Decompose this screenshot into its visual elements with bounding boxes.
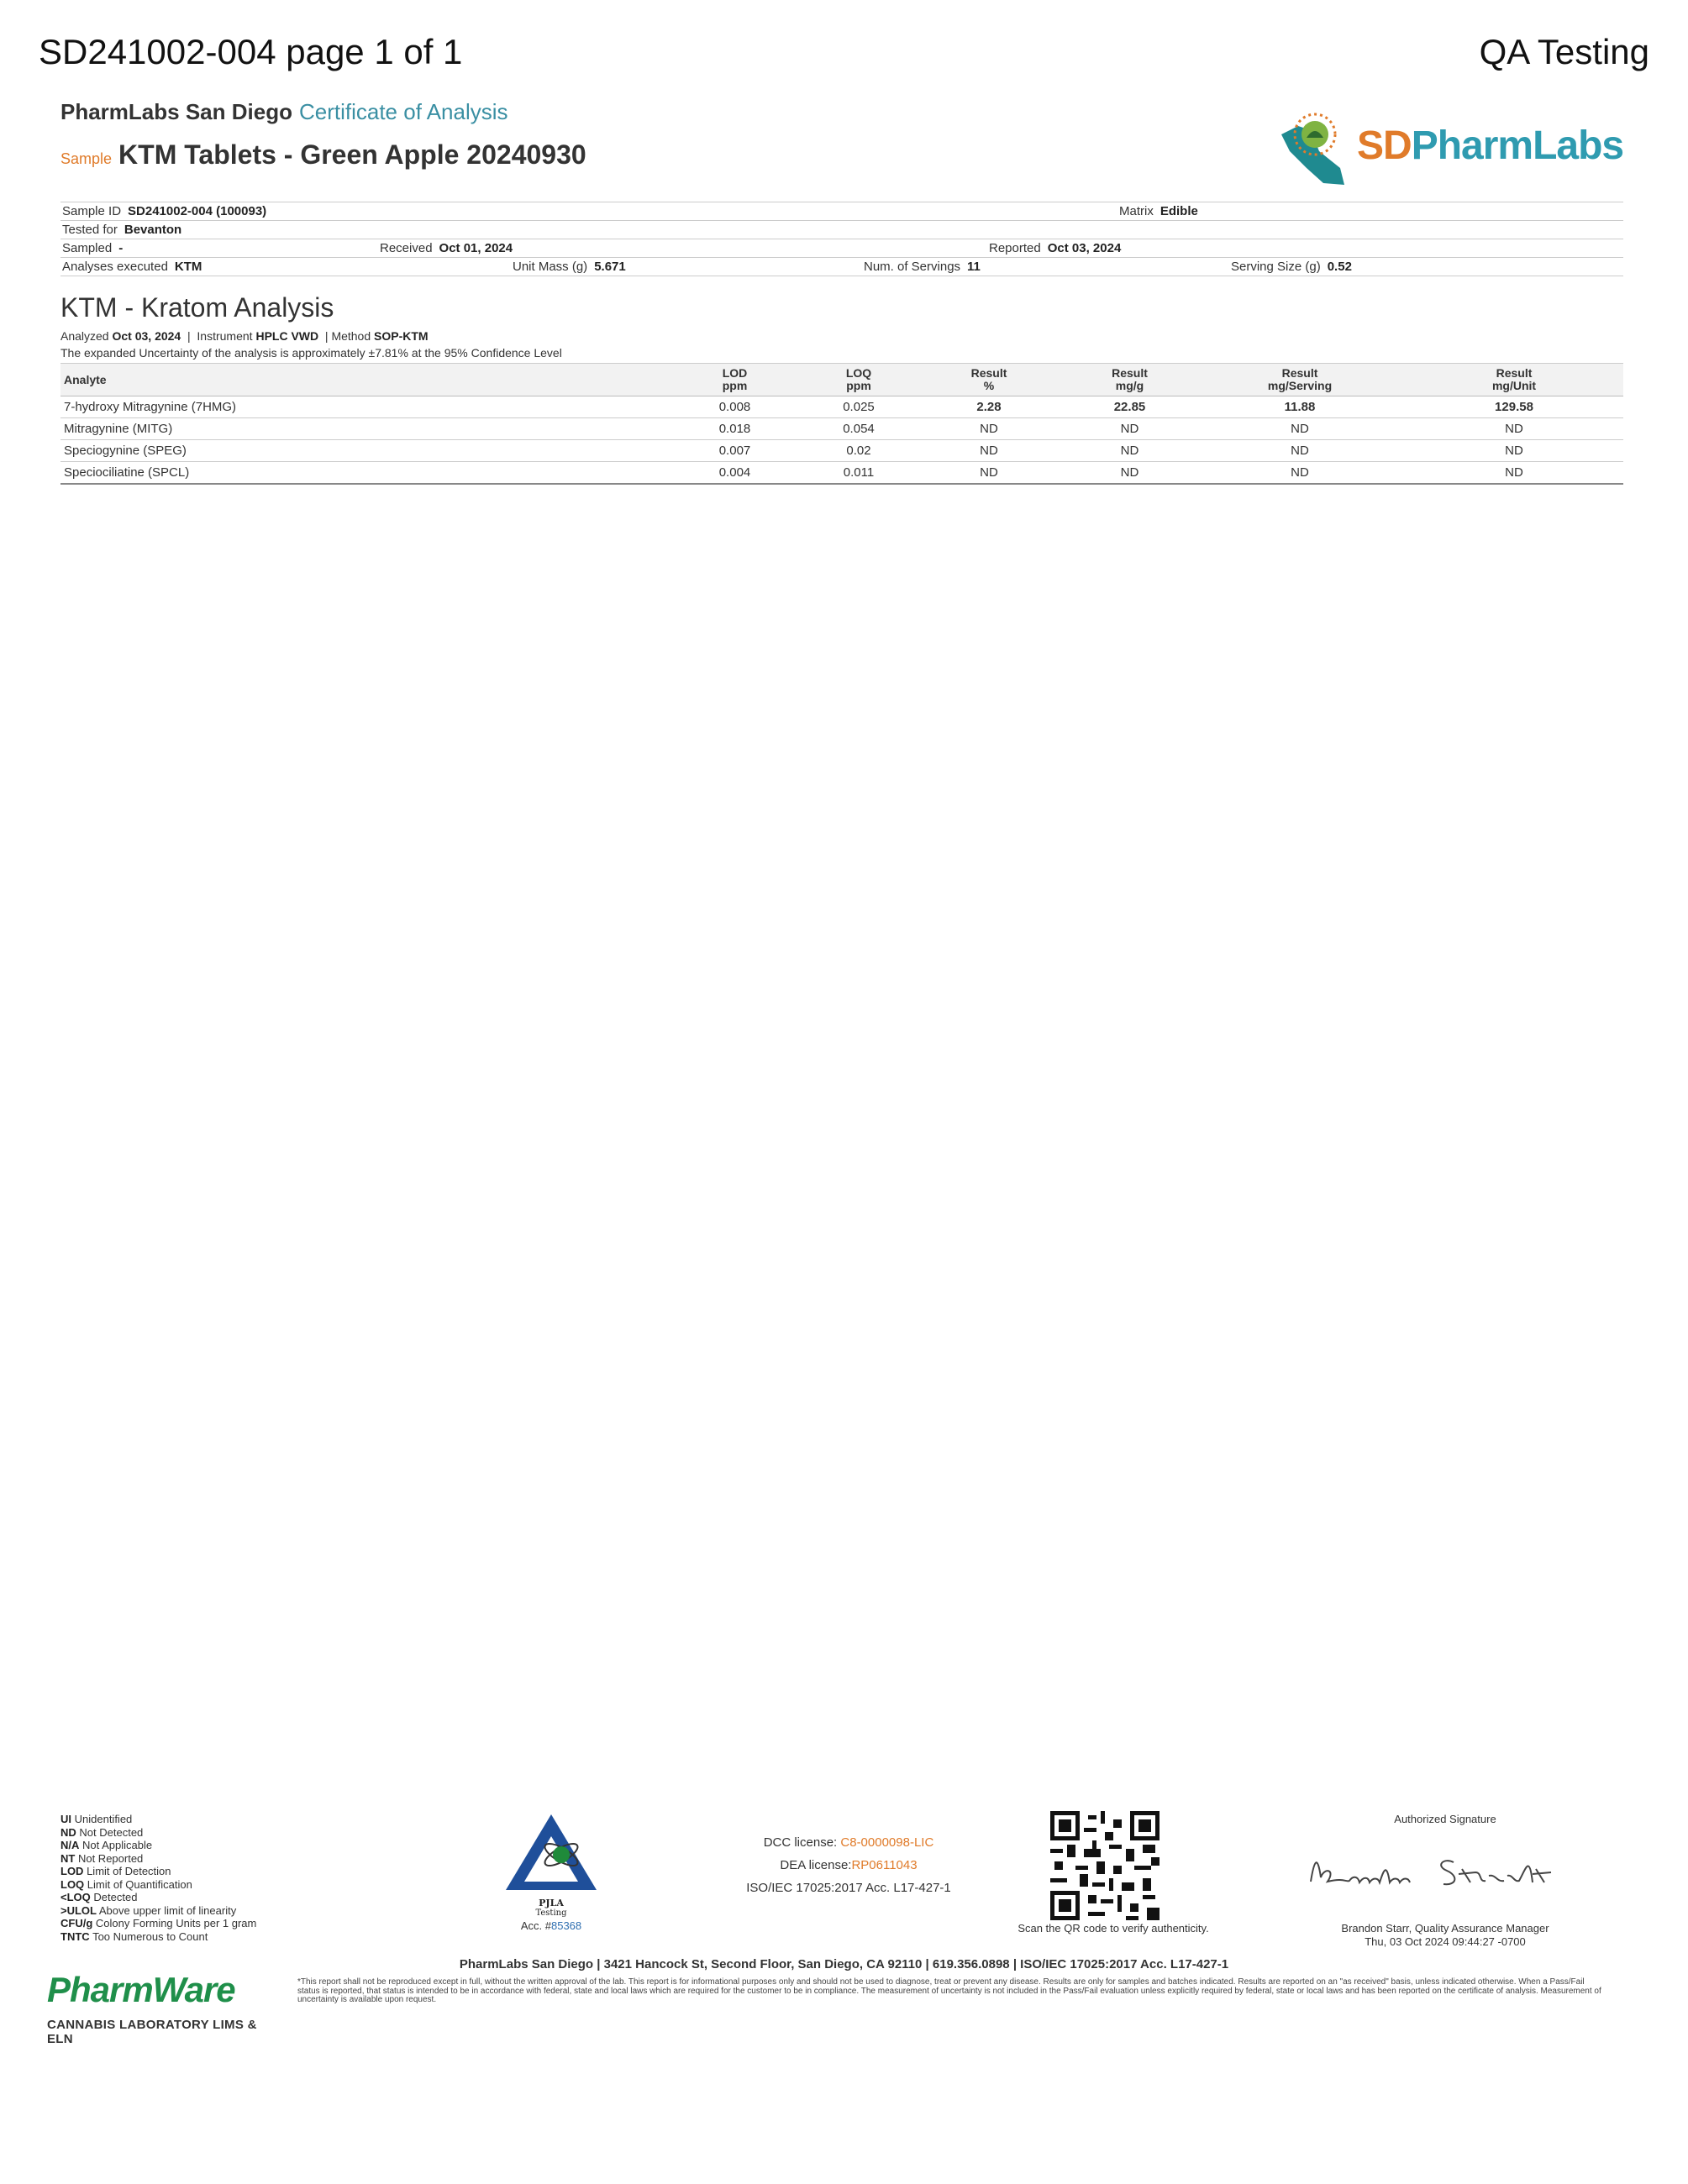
result-mgserving: ND [1195, 440, 1405, 462]
loq-value: 0.02 [804, 440, 913, 462]
result-mgserving: ND [1195, 462, 1405, 485]
col-lod: LOD ppm [665, 364, 804, 396]
dcc-license: DCC license: C8-0000098-LIC [763, 1835, 934, 1850]
legend-item: CFU/g Colony Forming Units per 1 gram [60, 1917, 257, 1929]
dea-license: DEA license:RP0611043 [780, 1858, 918, 1872]
col-loq: LOQ ppm [804, 364, 913, 396]
lod-value: 0.007 [665, 440, 804, 462]
result-pct: ND [913, 418, 1065, 440]
method-label: Method [331, 329, 371, 343]
loq-value: 0.054 [804, 418, 913, 440]
licenses [706, 1831, 991, 1899]
table-header-row [60, 364, 1623, 396]
sample-tag: Sample [60, 150, 113, 167]
section-title: KTM - Kratom Analysis [60, 292, 334, 323]
analyte-name: Speciociliatine (SPCL) [60, 462, 665, 485]
footer-disclaimer: *This report shall not be reproduced except in full, without the written approval of the lab. This report is for informational purposes only and should not be used to diagnose, treat or prevent any disease. Results are only for samples and batches indicated. Results are reported on an "as received" basis, unless indicated otherwise. When a Pass/Fail status is reported, that status is intended to be in accordance with federal, state and local laws which are required for the customer to be in compliance. The measurement of uncertainty is not included in the Pass/Fail evaluation unless explicitly required by federal, state or local laws and has been reported on the certificate of analysis. Measurement of uncertainty is available upon request. [297, 1977, 1601, 2004]
pjla-triangle-icon [501, 1811, 602, 1893]
analyzed-date: Oct 03, 2024 [112, 329, 181, 343]
legend-item: LOD Limit of Detection [60, 1865, 171, 1877]
qr-code-icon[interactable] [1050, 1811, 1160, 1920]
pharmware-tagline: CANNABIS LABORATORY LIMS & ELN [47, 2018, 257, 2046]
uncertainty-suffix: at the 95% Confidence Level [411, 346, 562, 360]
legend-item: >ULOL Above upper limit of linearity [60, 1903, 237, 1917]
uncertainty-note [60, 346, 562, 360]
result-mgserving: 11.88 [1195, 396, 1405, 418]
result-mgunit: ND [1405, 440, 1623, 462]
table-row [60, 418, 1623, 440]
loq-value: 0.011 [804, 462, 913, 485]
signature-timestamp: Thu, 03 Oct 2024 09:44:27 -0700 [1365, 1935, 1526, 1948]
table-row [60, 440, 1623, 462]
instrument: HPLC VWD [255, 329, 319, 343]
handwritten-signature [1302, 1844, 1588, 1903]
result-mgg: ND [1065, 440, 1195, 462]
legend-item: NT Not Reported [60, 1851, 144, 1865]
legend-item: <LOQ Detected [60, 1891, 138, 1903]
analyte-name: Speciogynine (SPEG) [60, 440, 665, 462]
tested-for: Tested for Bevanton [62, 223, 182, 237]
pjla-sub: Testing [535, 1908, 567, 1918]
table-row [60, 462, 1623, 485]
matrix: Matrix Edible [1119, 204, 1198, 218]
result-mgg: ND [1065, 418, 1195, 440]
analyte-name: 7-hydroxy Mitragynine (7HMG) [60, 396, 665, 418]
info-row-sample-id [60, 202, 1623, 220]
received: Received Oct 01, 2024 [380, 241, 513, 255]
legend-item: LOQ Limit of Quantification [60, 1877, 192, 1891]
logo-sd: SD [1357, 123, 1412, 168]
col-analyte: Analyte [60, 364, 665, 396]
analyses-executed: Analyses executed KTM [62, 260, 202, 274]
pharmware-name: PharmWare [47, 1970, 235, 2009]
logo-pharmlabs: PharmLabs [1411, 123, 1624, 168]
lab-name: PharmLabs San Diego [60, 99, 292, 124]
signer-info [1302, 1922, 1588, 1949]
pjla-acc-number: Acc. #85368 [520, 1919, 582, 1932]
reported: Reported Oct 03, 2024 [989, 241, 1122, 255]
coa-title: Certificate of Analysis [298, 99, 508, 124]
result-mgg: 22.85 [1065, 396, 1195, 418]
sample-name: KTM Tablets - Green Apple 20240930 [118, 139, 586, 170]
results-table [60, 363, 1623, 485]
result-mgserving: ND [1195, 418, 1405, 440]
info-row-dates [60, 239, 1623, 257]
col-result-mgunit: Result mg/Unit [1405, 364, 1623, 396]
col-result-mgserving: Result mg/Serving [1195, 364, 1405, 396]
result-mgg: ND [1065, 462, 1195, 485]
analyte-name: Mitragynine (MITG) [60, 418, 665, 440]
table-row [60, 396, 1623, 418]
logo-wordmark [1357, 123, 1623, 169]
lod-value: 0.018 [665, 418, 804, 440]
analysis-meta: Analyzed Oct 03, 2024 | Instrument HPLC VWD | Method SOP-KTM [60, 329, 429, 343]
col-result-pct: Result % [913, 364, 1065, 396]
loq-value: 0.025 [804, 396, 913, 418]
abbreviation-legend [60, 1813, 256, 1943]
pjla-accreditation [501, 1811, 602, 1932]
legend-item: TNTC Too Numerous to Count [60, 1929, 208, 1943]
result-mgunit: 129.58 [1405, 396, 1623, 418]
lod-value: 0.008 [665, 396, 804, 418]
instrument-label: Instrument [197, 329, 253, 343]
legend-item: N/A Not Applicable [60, 1839, 153, 1851]
method: SOP-KTM [374, 329, 429, 343]
page-id-header: SD241002-004 page 1 of 1 [39, 32, 463, 71]
info-row-analyses [60, 257, 1623, 276]
qa-testing-header: QA Testing [1479, 32, 1649, 71]
serving-size: Serving Size (g) 0.52 [1231, 260, 1352, 274]
qr-caption: Scan the QR code to verify authenticity. [1018, 1922, 1209, 1935]
unit-mass: Unit Mass (g) 5.671 [513, 260, 626, 274]
uncertainty-value: ±7.81% [368, 346, 408, 360]
iso-accreditation: ISO/IEC 17025:2017 Acc. L17-427-1 [746, 1881, 951, 1895]
lod-value: 0.004 [665, 462, 804, 485]
col-result-mgg: Result mg/g [1065, 364, 1195, 396]
result-pct: 2.28 [913, 396, 1065, 418]
legend-item: UI Unidentified [60, 1813, 133, 1825]
california-map-icon [1273, 101, 1357, 193]
result-mgunit: ND [1405, 418, 1623, 440]
result-pct: ND [913, 462, 1065, 485]
result-mgunit: ND [1405, 462, 1623, 485]
pjla-name: PJLA [539, 1898, 564, 1908]
info-row-tested-for [60, 220, 1623, 239]
analyzed-label: Analyzed [60, 329, 109, 343]
num-servings: Num. of Servings 11 [864, 260, 981, 274]
sampled: Sampled - [62, 241, 124, 255]
lab-title [60, 99, 508, 125]
result-pct: ND [913, 440, 1065, 462]
sample-heading [60, 139, 586, 171]
uncertainty-text: The expanded Uncertainty of the analysis is approximately [60, 346, 365, 360]
legend-item: ND Not Detected [60, 1825, 144, 1839]
sample-id: Sample ID SD241002-004 (100093) [62, 204, 267, 218]
signer-name: Brandon Starr, Quality Assurance Manager [1341, 1922, 1549, 1935]
authorized-signature-label: Authorized Signature [1394, 1813, 1496, 1825]
footer-address: PharmLabs San Diego | 3421 Hancock St, Second Floor, San Diego, CA 92110 | 619.356.0898 | ISO/IEC 17025:2017 Acc. L17-427-1 [459, 1957, 1229, 1971]
sd-pharmlabs-logo [1273, 101, 1626, 193]
pharmware-logo [47, 1970, 266, 2045]
sample-info [60, 202, 1623, 276]
